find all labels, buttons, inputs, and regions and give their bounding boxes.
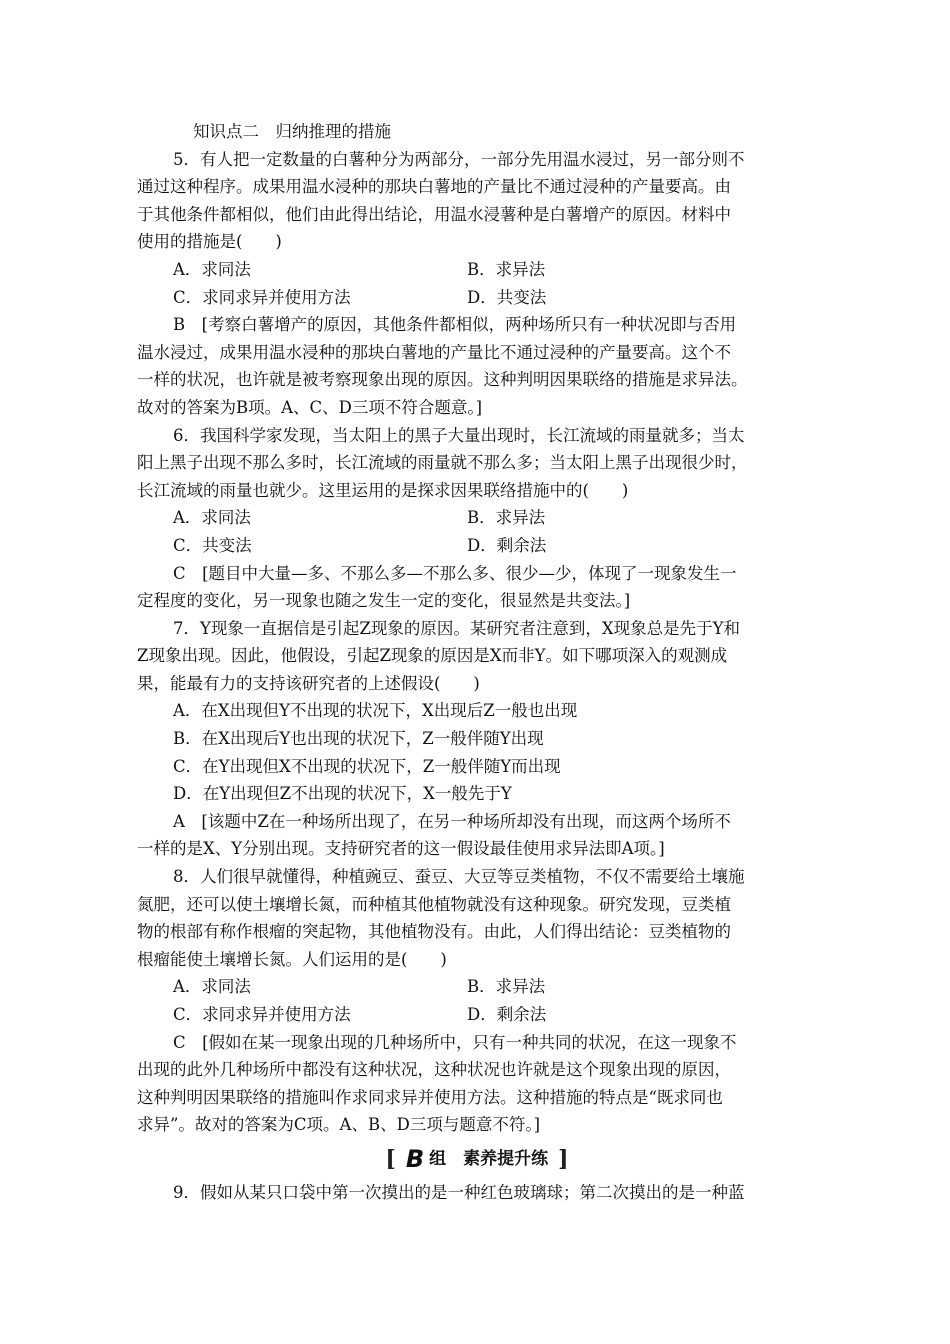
option-c: C．求同求异并使用方法 [173,287,351,307]
question-7 [137,615,817,863]
question-text-line: 根瘤能使土壤增长氮。人们运用的是( ) [137,949,447,969]
question-text-line: 果，能最有力的支持该研究者的上述假设( ) [137,673,480,693]
option-c: C．在Y出现但X不出现的状况下，Z一般伴随Y而出现 [173,756,561,776]
option-row [137,973,817,1001]
option-c: C．求同求异并使用方法 [173,1005,351,1024]
section-title: 知识点二 归纳推理的措施 [193,122,391,141]
option-a: A．求同法 [173,259,251,279]
question-text-line: Z现象出现。因此，他假设，引起Z现象的原因是X而非Y。如下哪项深入的观测成 [137,646,728,666]
option-row [137,532,817,560]
question-text-line: 于其他条件都相似，他们由此得出结论，用温水浸薯种是白薯增产的原因。材料中 [137,204,731,224]
bracket-right: ] [558,1146,569,1173]
option-d: D．共变法 [467,287,547,307]
question-text-line: 通过这种程序。成果用温水浸种的那块白薯地的产量比不通过浸种的产量要高。由 [137,177,731,197]
question-text-line: 阳上黑子出现不那么多时，长江流域的雨量就不那么多；当太阳上黑子出现很少时， [137,453,748,473]
option-c: C．共变法 [173,535,252,555]
option-a: A．求同法 [173,508,251,528]
group-letter: B [405,1145,424,1174]
question-5 [137,146,817,422]
question-text-line: 使用的措施是( ) [137,232,282,252]
option-b: B．求异法 [467,508,546,528]
answer-line: 温水浸过，成果用温水浸种的那块白薯地的产量比不通过浸种的产量要高。这个不 [137,342,731,362]
question-text-line: 9．假如从某只口袋中第一次摸出的是一种红色玻璃球；第二次摸出的是一种蓝 [173,1182,745,1202]
question-text-line: 氮肥，还可以使土壤增长氮，而种植其他植物就没有这种现象。研究发现，豆类植 [137,894,731,914]
option-a: A．在X出现但Y不出现的状况下，X出现后Z一般也出现 [173,701,578,721]
option-b: B．求异法 [467,259,546,279]
answer-line: C [假如在某一现象出现的几种场所中，只有一种共同的状况，在这一现象不 [173,1032,737,1052]
option-row [137,256,817,284]
option-d: D．在Y出现但Z不出现的状况下，X一般先于Y [173,784,512,804]
answer-line: C [题目中大量—多、不那么多—不那么多、很少—少，体现了一现象发生一 [173,563,737,583]
question-text-line: 长江流域的雨量也就少。这里运用的是探求因果联络措施中的( ) [137,480,629,500]
option-a: A．求同法 [173,977,251,997]
document-page [137,118,817,1207]
answer-line: 一样的状况，也许就是被考察现象出现的原因。这种判明因果联络的措施是求异法。 [137,370,748,390]
question-8 [137,863,817,1139]
answer-line: 故对的答案为B项。A、C、D三项不符合题意。] [137,397,483,417]
option-row [137,284,817,312]
question-text-line: 8．人们很早就懂得，种植豌豆、蚕豆、大豆等豆类植物，不仅不需要给土壤施 [173,867,745,887]
question-text-line: 7．Y现象一直据信是引起Z现象的原因。某研究者注意到，X现象总是先于Y和 [173,618,740,638]
question-6 [137,422,817,615]
option-b: B．在X出现后Y也出现的状况下，Z一般伴随Y出现 [173,729,544,749]
option-row [137,504,817,532]
answer-line: 定程度的变化，另一现象也随之发生一定的变化，很显然是共变法。] [137,591,631,611]
question-text-line: 5．有人把一定数量的白薯种分为两部分，一部分先用温水浸过，另一部分则不 [173,149,745,169]
group-label: 组 素养提升练 [429,1149,549,1170]
answer-line: 一样的是X、Y分别出现。支持研究者的这一假设最佳使用求异法即A项。] [137,839,665,859]
question-text-line: 物的根部有称作根瘤的突起物，其他植物没有。由此，人们得出结论：豆类植物的 [137,922,731,942]
answer-line: 这种判明因果联络的措施叫作求同求异并使用方法。这种措施的特点是“既求同也 [137,1087,723,1107]
answer-line: B [考察白薯增产的原因，其他条件都相似，两种场所只有一种状况即与否用 [173,315,737,335]
answer-line: A [该题中Z在一种场所出现了，在另一种场所却没有出现，而这两个场所不 [173,811,731,831]
option-b: B．求异法 [467,977,546,997]
answer-line: 出现的此外几种场所中都没有这种状况，这种状况也许就是这个现象出现的原因， [137,1060,731,1080]
answer-line: 求异”。故对的答案为C项。A、B、D三项与题意不符。] [137,1115,541,1135]
option-d: D．剩余法 [467,535,547,555]
question-9 [137,1179,817,1207]
bracket-left: [ [385,1146,396,1173]
option-row [137,1001,817,1029]
group-b-header [137,1141,817,1179]
option-d: D．剩余法 [467,1005,547,1024]
question-text-line: 6．我国科学家发现，当太阳上的黑子大量出现时，长江流域的雨量就多；当太 [173,425,745,445]
